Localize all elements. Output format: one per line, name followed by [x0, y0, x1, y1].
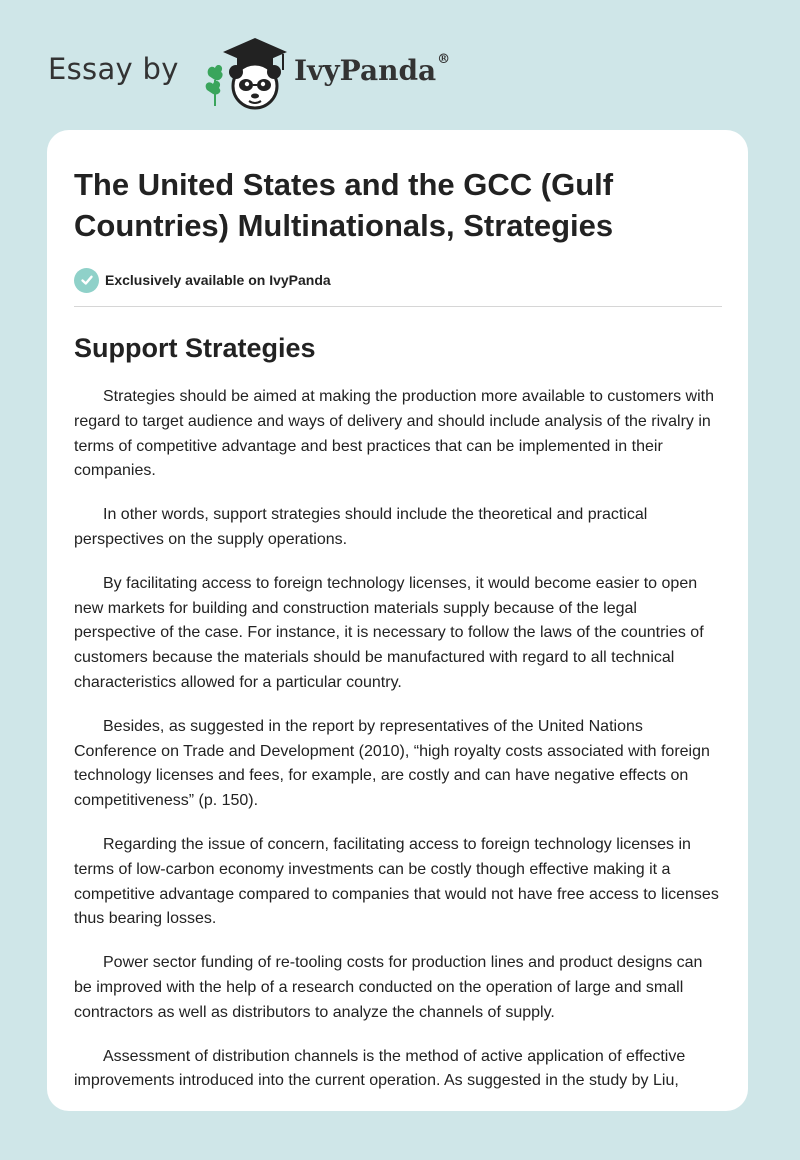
- divider: [74, 306, 722, 307]
- page-title: The United States and the GCC (Gulf Countries) Multinationals, Strategies: [74, 167, 614, 243]
- badge-label: Exclusively available on IvyPanda: [105, 272, 331, 288]
- paragraph: In other words, support strategies should include the theoretical and practical perspectives on the supply operations.: [74, 506, 648, 548]
- paragraph: Power sector funding of re-tooling costs for production lines and product designs can be improved with the help of a research conducted on the operation of large and small contractors as well as distributors to analyze the channels of supply.: [74, 954, 703, 1021]
- paragraph: Assessment of distribution channels is the method of active application of effective improvements introduced into the current operation. As suggested in the study by Liu,: [74, 1047, 686, 1090]
- paragraph: Besides, as suggested in the report by representatives of the United Nations Conference on Trade and Development (2010), “high royalty costs associated with foreign technology licenses and fees, for example, are costly and can have negative effects on competitiveness” (p. 150).: [74, 717, 710, 810]
- paragraph: By facilitating access to foreign technology licenses, it would become easier to open new markets for building and construction materials supply because of the legal perspective of the case. For instance, it is necessary to follow the laws of the countries of customers because the materials should be manufactured with regard to all technical characteristics allowed for a particular country.: [74, 574, 704, 691]
- paragraph: Regarding the issue of concern, facilitating access to foreign technology licenses in terms of low-carbon economy investments can be costly though effective making it a competitive advantage compared to companies that would not have free access to licenses thus bearing losses.: [74, 835, 719, 928]
- essay-by-label: Essay by: [48, 52, 179, 86]
- article-card: [47, 130, 748, 1111]
- paragraph: Strategies should be aimed at making the production more available to customers with regard to target audience and ways of delivery and should include analysis of the rivalry in terms of competitive advantage and best practices that can be implemented in their companies.: [74, 388, 714, 480]
- article-content: [74, 164, 722, 1094]
- site-header: [48, 34, 548, 114]
- check-icon: [74, 268, 99, 293]
- panda-graduate-icon[interactable]: [203, 36, 289, 112]
- exclusive-badge: [74, 266, 722, 294]
- brand-name[interactable]: IvyPanda®: [294, 52, 451, 87]
- section-heading: Support Strategies: [74, 333, 316, 363]
